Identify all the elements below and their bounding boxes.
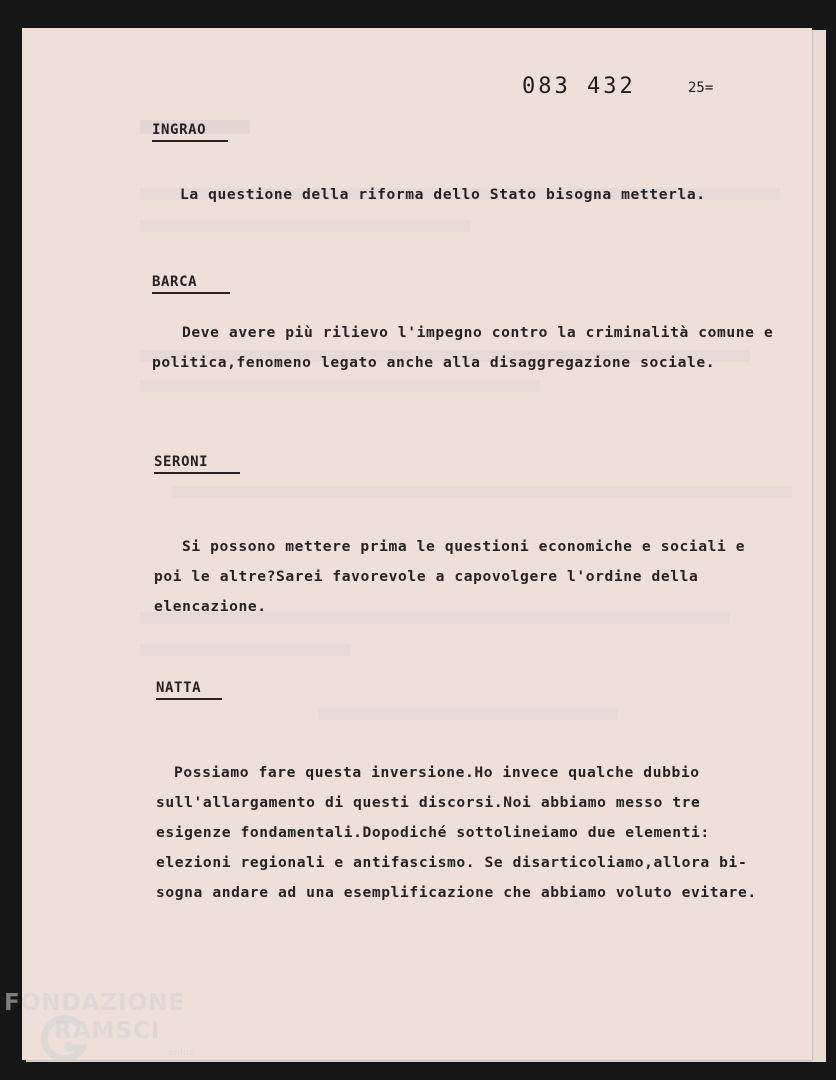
paragraph-seroni bbox=[154, 532, 745, 622]
logo-line2: RAMSCI bbox=[54, 1018, 161, 1044]
text-line: sogna andare ad una esemplificazione che abbiamo voluto evitare. bbox=[156, 884, 757, 901]
speaker-name: BARCA bbox=[152, 274, 198, 290]
speaker-underline bbox=[154, 472, 240, 474]
page-number: 25= bbox=[688, 80, 714, 96]
speaker-name: SERONI bbox=[154, 454, 209, 470]
text-line: esigenze fondamentali.Dopodiché sottolineiamo due elementi: bbox=[156, 824, 710, 841]
paragraph-barca bbox=[152, 318, 773, 378]
speaker-underline bbox=[152, 292, 230, 294]
speaker-name: NATTA bbox=[156, 680, 202, 696]
document-page bbox=[22, 28, 812, 1060]
text-line: elencazione. bbox=[154, 598, 267, 615]
speaker-name: INGRAO bbox=[152, 122, 207, 138]
logo-onlus: onlus bbox=[168, 1048, 195, 1058]
text-line: elezioni regionali e antifascismo. Se disarticoliamo,allora bi- bbox=[156, 854, 748, 871]
text-line: Possiamo fare questa inversione.Ho invece qualche dubbio bbox=[174, 764, 700, 781]
text-line: politica,fenomeno legato anche alla disaggregazione sociale. bbox=[152, 354, 716, 371]
fondazione-gramsci-logo bbox=[4, 990, 195, 1058]
speaker-underline bbox=[156, 698, 222, 700]
paragraph-ingrao bbox=[180, 180, 706, 210]
text-line: Deve avere più rilievo l'impegno contro la criminalità comune e bbox=[182, 324, 774, 341]
text-line: poi le altre?Sarei favorevole a capovolgere l'ordine della bbox=[154, 568, 699, 585]
speaker-ingrao bbox=[152, 122, 206, 138]
speaker-underline bbox=[152, 140, 228, 142]
logo-line1: FONDAZIONE bbox=[4, 990, 186, 1016]
text-line: sull'allargamento di questi discorsi.Noi abbiamo messo tre bbox=[156, 794, 701, 811]
paragraph-natta bbox=[156, 758, 757, 908]
speaker-natta bbox=[156, 680, 201, 696]
speaker-barca bbox=[152, 274, 197, 290]
speaker-seroni bbox=[154, 454, 208, 470]
text-line: Si possono mettere prima le questioni economiche e sociali e bbox=[182, 538, 746, 555]
archive-number: 083 432 bbox=[522, 74, 636, 99]
text-line: La questione della riforma dello Stato bisogna metterla. bbox=[180, 186, 706, 203]
